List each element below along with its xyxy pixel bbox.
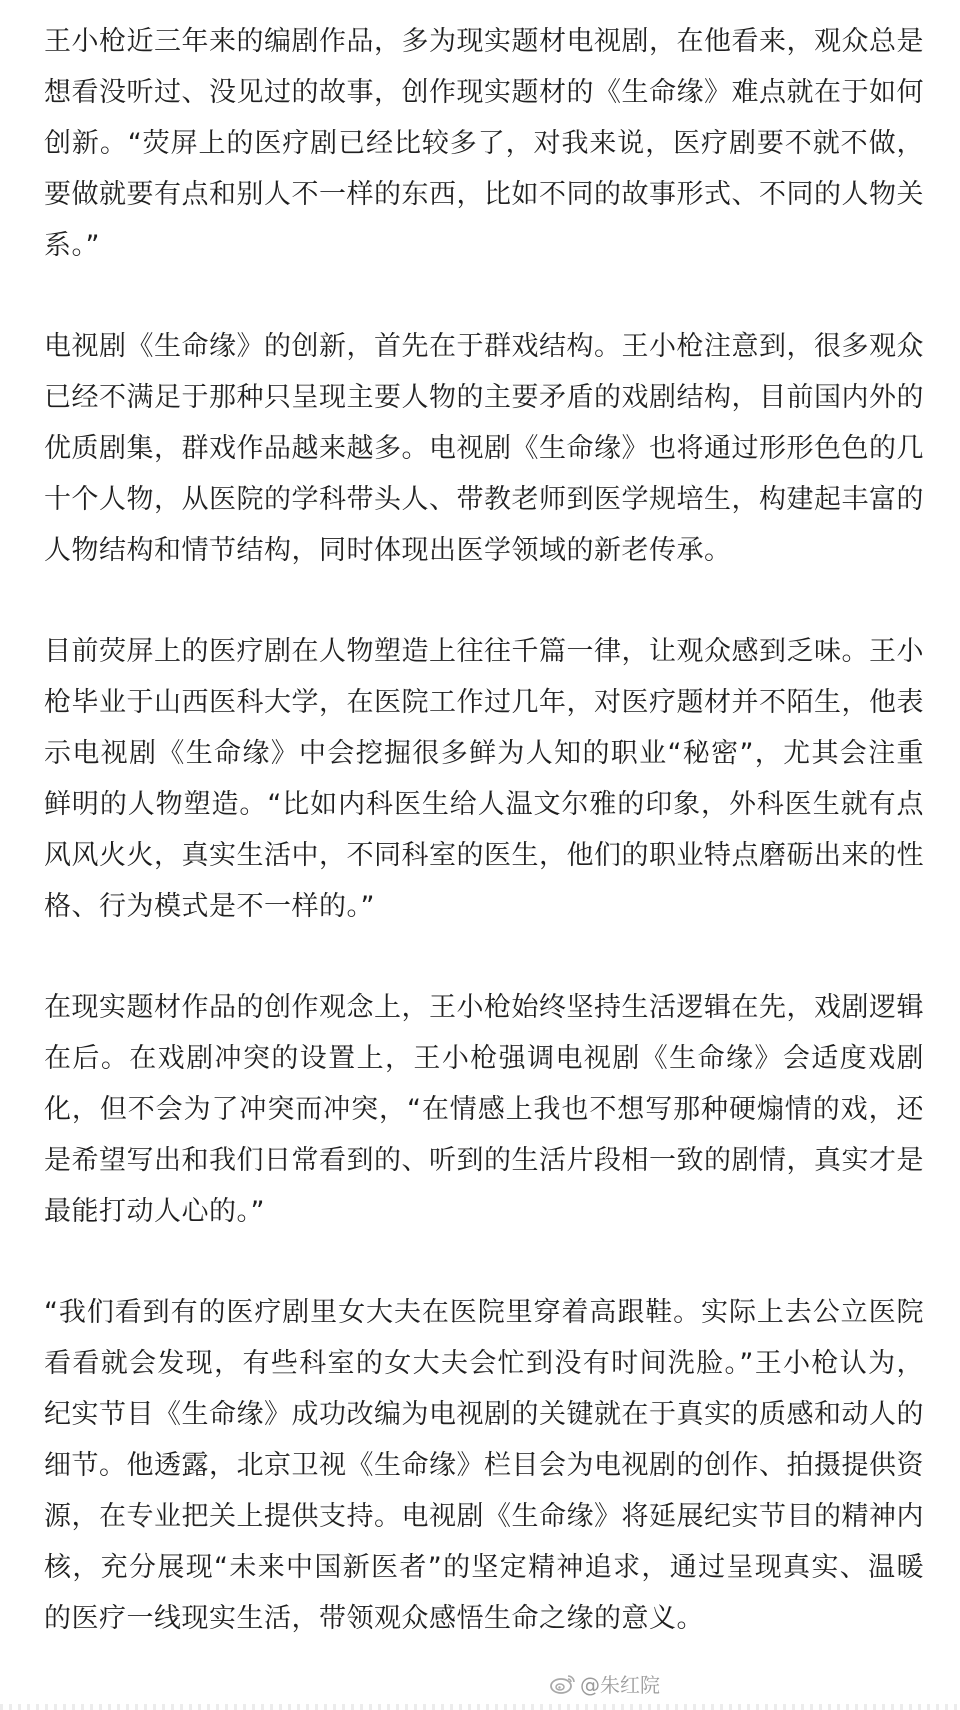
paragraph-5: “我们看到有的医疗剧里女大夫在医院里穿着高跟鞋。实际上去公立医院看看就会发现，有些科室的女大夫会忙到没有时间洗脸。”王小枪认为，纪实节目《生命缘》成功改编为电视剧的关键就在于真实的质感和动人的细节。他透露，北京卫视《生命缘》栏目会为电视剧的创作、拍摄提供资源，在专业把关上提供支持。电视剧《生命缘》将延展纪实节目的精神内核，充分展现“未来中国新医者”的坚定精神追求，通过呈现真实、温暖的医疗一线现实生活，带领观众感悟生命之缘的意义。 (44, 1297, 924, 1634)
weibo-watermark (550, 1669, 660, 1698)
weibo-icon (550, 1673, 576, 1695)
bottom-edge (0, 1704, 960, 1710)
article-body (44, 16, 924, 1644)
paragraph-4: 在现实题材作品的创作观念上，王小枪始终坚持生活逻辑在先，戏剧逻辑在后。在戏剧冲突的设置上，王小枪强调电视剧《生命缘》会适度戏剧化，但不会为了冲突而冲突，“在情感上我也不想写那种硬煽情的戏，还是希望写出和我们日常看到的、听到的生活片段相一致的剧情，真实才是最能打动人心的。” (44, 992, 924, 1227)
paragraph-1: 王小枪近三年来的编剧作品，多为现实题材电视剧，在他看来，观众总是想看没听过、没见过的故事，创作现实题材的《生命缘》难点就在于如何创新。“荧屏上的医疗剧已经比较多了，对我来说，医疗剧要不就不做，要做就要有点和别人不一样的东西，比如不同的故事形式、不同的人物关系。” (44, 26, 924, 261)
paragraph-3: 目前荧屏上的医疗剧在人物塑造上往往千篇一律，让观众感到乏味。王小枪毕业于山西医科大学，在医院工作过几年，对医疗题材并不陌生，他表示电视剧《生命缘》中会挖掘很多鲜为人知的职业“秘密”，尤其会注重鲜明的人物塑造。“比如内科医生给人温文尔雅的印象，外科医生就有点风风火火，真实生活中，不同科室的医生，他们的职业特点磨砺出来的性格、行为模式是不一样的。” (44, 636, 924, 922)
watermark-handle: @朱红院 (580, 1673, 660, 1697)
paragraph-2: 电视剧《生命缘》的创新，首先在于群戏结构。王小枪注意到，很多观众已经不满足于那种只呈现主要人物的主要矛盾的戏剧结构，目前国内外的优质剧集，群戏作品越来越多。电视剧《生命缘》也将通过形形色色的几十个人物，从医院的学科带头人、带教老师到医学规培生，构建起丰富的人物结构和情节结构，同时体现出医学领域的新老传承。 (44, 331, 924, 566)
